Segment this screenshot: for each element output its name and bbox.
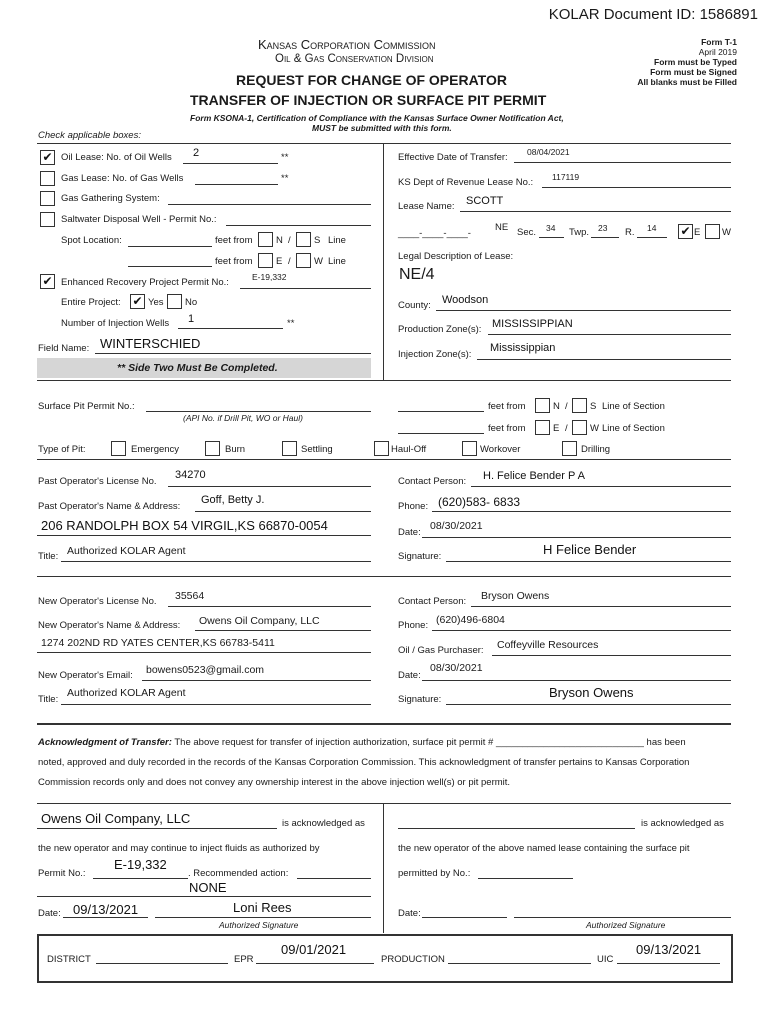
- pit-ew-line: [398, 433, 484, 434]
- feet-from-label: feet from: [215, 256, 253, 267]
- pit-type-burn-checkbox[interactable]: [205, 441, 220, 456]
- section-divider-pit: [37, 380, 731, 381]
- s-label: S: [590, 401, 597, 412]
- w-label: W: [590, 423, 599, 434]
- ack-left-text: the new operator and may continue to inject fluids as authorized by: [38, 843, 320, 854]
- new-signature-field[interactable]: Bryson Owens: [549, 685, 634, 700]
- pit-type-settling-label: Settling: [301, 444, 333, 455]
- new-email-line: [142, 680, 371, 681]
- agency-name: Kansas Corporation Commission: [258, 37, 436, 52]
- epr-checkbox[interactable]: ✔: [40, 274, 55, 289]
- line-label: Line: [328, 235, 346, 246]
- new-date-field[interactable]: 08/30/2021: [430, 662, 483, 674]
- new-license-label: New Operator's License No.: [38, 596, 157, 607]
- ack-permit-line: [93, 878, 188, 879]
- past-contact-label: Contact Person:: [398, 476, 467, 487]
- ack-action-line: [37, 896, 371, 897]
- api-note: (API No. if Drill Pit, WO or Haul): [183, 413, 303, 423]
- pit-type-hauloff-label: Haul-Off: [391, 444, 427, 455]
- district-line: [96, 963, 228, 964]
- ack-heading: Acknowledgment of Transfer:: [38, 737, 172, 748]
- new-name-address-label: New Operator's Name & Address:: [38, 620, 181, 631]
- uic-line: [617, 963, 720, 964]
- county-field[interactable]: Woodson: [442, 294, 489, 306]
- pit-type-label: Type of Pit:: [38, 444, 86, 455]
- new-license-line: [168, 606, 371, 607]
- ack-left-authorized-signature: Authorized Signature: [219, 920, 299, 930]
- twp-line: [591, 237, 619, 238]
- spot-n-checkbox[interactable]: [258, 232, 273, 247]
- new-address-field[interactable]: 1274 202ND RD YATES CENTER,KS 66783-5411: [41, 637, 275, 649]
- past-signature-line: [446, 561, 731, 562]
- range-e-checkbox[interactable]: ✔: [678, 224, 693, 239]
- feet-from-label: feet from: [488, 401, 526, 412]
- past-title-field[interactable]: Authorized KOLAR Agent: [67, 545, 186, 557]
- spot-s-checkbox[interactable]: [296, 232, 311, 247]
- gas-gathering-checkbox[interactable]: [40, 191, 55, 206]
- surface-pit-label: Surface Pit Permit No.:: [38, 401, 135, 412]
- ack-text-1: The above request for transfer of injection authorization, surface pit permit # ____________________________ has been: [174, 737, 686, 748]
- feet-from-label: feet from: [488, 423, 526, 434]
- stars: **: [287, 318, 295, 329]
- side-two-note: ** Side Two Must Be Completed.: [117, 362, 278, 374]
- e-label: E: [276, 256, 283, 267]
- epr-routing-label: EPR: [234, 954, 254, 965]
- pit-e-checkbox[interactable]: [535, 420, 550, 435]
- injection-zone-field[interactable]: Mississippian: [490, 342, 556, 354]
- line-of-section-label: Line of Section: [602, 401, 665, 412]
- num-injection-wells-field[interactable]: 1: [188, 313, 195, 325]
- purchaser-line: [492, 655, 731, 656]
- e-label: E: [694, 227, 701, 238]
- section-divider-vertical: [383, 143, 384, 380]
- spot-e-checkbox[interactable]: [258, 253, 273, 268]
- ack-left-signature-field[interactable]: Loni Rees: [233, 900, 292, 915]
- epr-line: [256, 963, 374, 964]
- range-w-checkbox[interactable]: [705, 224, 720, 239]
- new-email-field[interactable]: bowens0523@gmail.com: [146, 664, 265, 676]
- effective-date-label: Effective Date of Transfer:: [398, 152, 508, 163]
- production-label: PRODUCTION: [381, 954, 445, 965]
- document-id: KOLAR Document ID: 1586891: [548, 6, 758, 23]
- spot-ew-line: [128, 266, 212, 267]
- ksona-note-2: MUST be submitted with this form.: [312, 123, 452, 133]
- r-label: R.: [625, 227, 635, 238]
- past-name-address-label: Past Operator's Name & Address:: [38, 501, 181, 512]
- pit-type-workover-checkbox[interactable]: [462, 441, 477, 456]
- spot-ns-line: [128, 246, 212, 247]
- injection-zone-line: [477, 359, 731, 360]
- form-date: April 2019: [698, 47, 737, 57]
- ack-text-3: Commission records only and does not convey any ownership interest in the above injection well(s) or pit permit.: [38, 777, 511, 788]
- past-name-field[interactable]: Goff, Betty J.: [201, 494, 265, 506]
- ack-permitted-by-label: permitted by No.:: [398, 868, 471, 879]
- ack-vertical-divider: [383, 803, 384, 933]
- new-address-line: [37, 652, 371, 653]
- lease-name-label: Lease Name:: [398, 201, 455, 212]
- range-field[interactable]: 14: [647, 223, 657, 233]
- ack-is-acknowledged-right: is acknowledged as: [641, 818, 724, 829]
- surface-pit-line: [146, 411, 371, 412]
- check-applicable-label: Check applicable boxes:: [38, 130, 141, 141]
- pit-s-checkbox[interactable]: [572, 398, 587, 413]
- entire-project-no-checkbox[interactable]: [167, 294, 182, 309]
- past-date-field[interactable]: 08/30/2021: [430, 520, 483, 532]
- slash: /: [565, 401, 568, 412]
- ack-company-line: [37, 828, 277, 829]
- county-label: County:: [398, 300, 431, 311]
- new-title-line: [61, 704, 371, 705]
- e-label: E: [553, 423, 560, 434]
- twp-field[interactable]: 23: [598, 223, 608, 233]
- uic-label: UIC: [597, 954, 614, 965]
- production-zone-line: [488, 334, 731, 335]
- gas-wells-line: [195, 184, 278, 185]
- spot-location-label: Spot Location:: [61, 235, 122, 246]
- slash: /: [565, 423, 568, 434]
- slash: /: [288, 256, 291, 267]
- ack-divider: [37, 803, 731, 804]
- past-date-line: [422, 537, 731, 538]
- num-injection-wells-line: [178, 328, 283, 329]
- ks-dept-lease-label: KS Dept of Revenue Lease No.:: [398, 177, 534, 188]
- no-label: No: [185, 297, 198, 308]
- past-phone-label: Phone:: [398, 501, 429, 512]
- past-address-line: [37, 535, 371, 536]
- n-label: N: [553, 401, 560, 412]
- entire-project-yes-checkbox[interactable]: ✔: [130, 294, 145, 309]
- ack-left-date-label: Date:: [38, 908, 61, 919]
- district-label: DISTRICT: [47, 954, 91, 965]
- production-zone-field[interactable]: MISSISSIPPIAN: [492, 318, 573, 330]
- new-date-label: Date:: [398, 670, 421, 681]
- gas-lease-label: Gas Lease: No. of Gas Wells: [61, 173, 184, 184]
- must-be-signed: Form must be Signed: [650, 67, 737, 77]
- form-title-2: TRANSFER OF INJECTION OR SURFACE PIT PERMIT: [190, 92, 547, 108]
- past-address-field[interactable]: 206 RANDOLPH BOX 54 VIRGIL,KS 66870-0054: [41, 518, 328, 533]
- ack-left-date-field[interactable]: 09/13/2021: [73, 902, 139, 917]
- past-date-label: Date:: [398, 527, 421, 538]
- new-contact-field[interactable]: Bryson Owens: [481, 590, 550, 602]
- section-divider-new: [37, 576, 731, 577]
- form-title-1: REQUEST FOR CHANGE OF OPERATOR: [236, 72, 507, 88]
- swd-line: [226, 225, 371, 226]
- gas-lease-checkbox[interactable]: [40, 171, 55, 186]
- past-license-field[interactable]: 34270: [175, 469, 206, 481]
- past-signature-field[interactable]: H Felice Bender: [543, 542, 637, 557]
- pit-type-burn-label: Burn: [225, 444, 246, 455]
- new-date-line: [422, 680, 731, 681]
- epr-label: Enhanced Recovery Project Permit No.:: [61, 277, 229, 288]
- field-name-line: [95, 353, 371, 354]
- past-title-label: Title:: [38, 551, 59, 562]
- pit-type-drilling-checkbox[interactable]: [562, 441, 577, 456]
- ack-right-authorized-signature: Authorized Signature: [586, 920, 666, 930]
- w-label: W: [314, 256, 323, 267]
- ack-left-signature-line: [155, 917, 371, 918]
- gas-gathering-line: [168, 204, 371, 205]
- county-line: [436, 310, 731, 311]
- sec-label: Sec.: [517, 227, 537, 238]
- pit-w-checkbox[interactable]: [572, 420, 587, 435]
- new-title-label: Title:: [38, 694, 59, 705]
- ack-left-date-line: [63, 917, 148, 918]
- ack-permit-field[interactable]: E-19,332: [114, 857, 167, 872]
- s-label: S: [314, 235, 321, 246]
- lease-name-line: [460, 211, 731, 212]
- ack-recommended-label: . Recommended action:: [188, 868, 289, 879]
- pit-type-settling-checkbox[interactable]: [282, 441, 297, 456]
- line-of-section-label: Line of Section: [602, 423, 665, 434]
- pit-ns-line: [398, 411, 484, 412]
- gas-wells-stars: **: [281, 173, 289, 184]
- ack-permitted-by-line: [478, 878, 573, 879]
- pit-type-emergency-label: Emergency: [131, 444, 180, 455]
- ack-paragraph-1: [38, 737, 686, 748]
- ks-dept-lease-line: [542, 187, 731, 188]
- pit-n-checkbox[interactable]: [535, 398, 550, 413]
- past-phone-line: [432, 511, 731, 512]
- new-title-field[interactable]: Authorized KOLAR Agent: [67, 687, 186, 699]
- twp-label: Twp.: [569, 227, 590, 238]
- new-signature-label: Signature:: [398, 694, 442, 705]
- purchaser-field[interactable]: Coffeyville Resources: [497, 639, 599, 651]
- oil-wells-line: [183, 163, 278, 164]
- ack-is-acknowledged-left: is acknowledged as: [282, 818, 365, 829]
- ack-action-field[interactable]: NONE: [189, 880, 227, 895]
- r-line: [637, 237, 667, 238]
- line-label: Line: [328, 256, 346, 267]
- blanks-filled: All blanks must be Filled: [637, 77, 737, 87]
- new-name-line: [195, 630, 371, 631]
- injection-zone-label: Injection Zone(s):: [398, 349, 472, 360]
- num-injection-wells-label: Number of Injection Wells: [61, 318, 170, 329]
- sec-line: [539, 237, 564, 238]
- new-email-label: New Operator's Email:: [38, 670, 133, 681]
- past-phone-field[interactable]: (620)583- 6833: [438, 495, 521, 509]
- ack-right-date-label: Date:: [398, 908, 421, 919]
- epr-line: [240, 288, 371, 289]
- swd-label: Saltwater Disposal Well - Permit No.:: [61, 214, 217, 225]
- past-license-label: Past Operator's License No.: [38, 476, 157, 487]
- past-signature-label: Signature:: [398, 551, 442, 562]
- ack-company-field[interactable]: Owens Oil Company, LLC: [41, 811, 191, 826]
- w-label: W: [722, 227, 731, 238]
- section-divider-past: [37, 459, 731, 460]
- ack-right-text: the new operator of the above named lease containing the surface pit: [398, 843, 690, 854]
- ack-recommended-line: [297, 878, 371, 879]
- quarter-field[interactable]: NE: [495, 222, 509, 233]
- pit-type-workover-label: Workover: [480, 444, 521, 455]
- new-contact-line: [471, 606, 731, 607]
- must-be-typed: Form must be Typed: [654, 57, 737, 67]
- ack-text-2: noted, approved and duly recorded in the records of the Kansas Corporation Commission. This acknowledgment of transfer pertains to Kansas Corporation: [38, 757, 690, 768]
- lease-name-field[interactable]: SCOTT: [466, 195, 504, 207]
- oil-lease-checkbox[interactable]: ✔: [40, 150, 55, 165]
- entire-project-label: Entire Project:: [61, 297, 121, 308]
- sec-field[interactable]: 34: [546, 223, 556, 233]
- ks-dept-lease-field[interactable]: 117119: [552, 172, 580, 182]
- past-license-line: [168, 486, 371, 487]
- production-zone-label: Production Zone(s):: [398, 324, 482, 335]
- epr-field[interactable]: E-19,332: [252, 272, 287, 282]
- swd-checkbox[interactable]: [40, 212, 55, 227]
- oil-wells-field[interactable]: 2: [193, 147, 200, 159]
- division-name: Oil & Gas Conservation Division: [275, 53, 434, 65]
- oil-wells-stars: **: [281, 152, 289, 163]
- slash: /: [288, 235, 291, 246]
- ack-right-date-line: [422, 917, 507, 918]
- epr-date-field[interactable]: 09/01/2021: [281, 942, 347, 957]
- new-license-field[interactable]: 35564: [175, 590, 205, 602]
- spot-w-checkbox[interactable]: [296, 253, 311, 268]
- uic-date-field[interactable]: 09/13/2021: [636, 942, 702, 957]
- past-name-line: [195, 511, 371, 512]
- yes-label: Yes: [148, 297, 164, 308]
- quarter-dashes: ____-____-____-: [398, 228, 471, 239]
- legal-description-field[interactable]: NE/4: [399, 266, 435, 283]
- feet-from-label: feet from: [215, 235, 253, 246]
- field-name-field[interactable]: WINTERSCHIED: [100, 336, 201, 351]
- pit-type-drilling-label: Drilling: [581, 444, 611, 455]
- new-phone-line: [432, 630, 731, 631]
- n-label: N: [276, 235, 283, 246]
- form-number: Form T-1: [701, 37, 737, 47]
- legal-description-label: Legal Description of Lease:: [398, 251, 514, 262]
- ack-right-company-line: [398, 828, 635, 829]
- past-contact-field[interactable]: H. Felice Bender P A: [483, 470, 585, 482]
- production-line: [448, 963, 591, 964]
- pit-type-emergency-checkbox[interactable]: [111, 441, 126, 456]
- section-divider-top: [37, 143, 731, 144]
- section-divider-ack: [37, 723, 731, 725]
- new-contact-label: Contact Person:: [398, 596, 467, 607]
- field-name-label: Field Name:: [38, 343, 90, 354]
- ksona-note-1: Form KSONA-1, Certification of Compliance with the Kansas Surface Owner Notification Act,: [190, 113, 564, 123]
- effective-date-line: [514, 162, 731, 163]
- new-phone-field[interactable]: (620)496-6804: [436, 614, 505, 626]
- ack-right-signature-line: [514, 917, 731, 918]
- oil-lease-label: Oil Lease: No. of Oil Wells: [61, 152, 172, 163]
- effective-date-field[interactable]: 08/04/2021: [527, 147, 570, 157]
- past-title-line: [61, 561, 371, 562]
- new-name-field[interactable]: Owens Oil Company, LLC: [199, 615, 320, 627]
- purchaser-label: Oil / Gas Purchaser:: [398, 645, 484, 656]
- pit-type-hauloff-checkbox[interactable]: [374, 441, 389, 456]
- past-contact-line: [471, 486, 731, 487]
- new-signature-line: [446, 704, 731, 705]
- new-phone-label: Phone:: [398, 620, 429, 631]
- ack-permit-label: Permit No.:: [38, 868, 86, 879]
- gas-gathering-label: Gas Gathering System:: [61, 193, 160, 204]
